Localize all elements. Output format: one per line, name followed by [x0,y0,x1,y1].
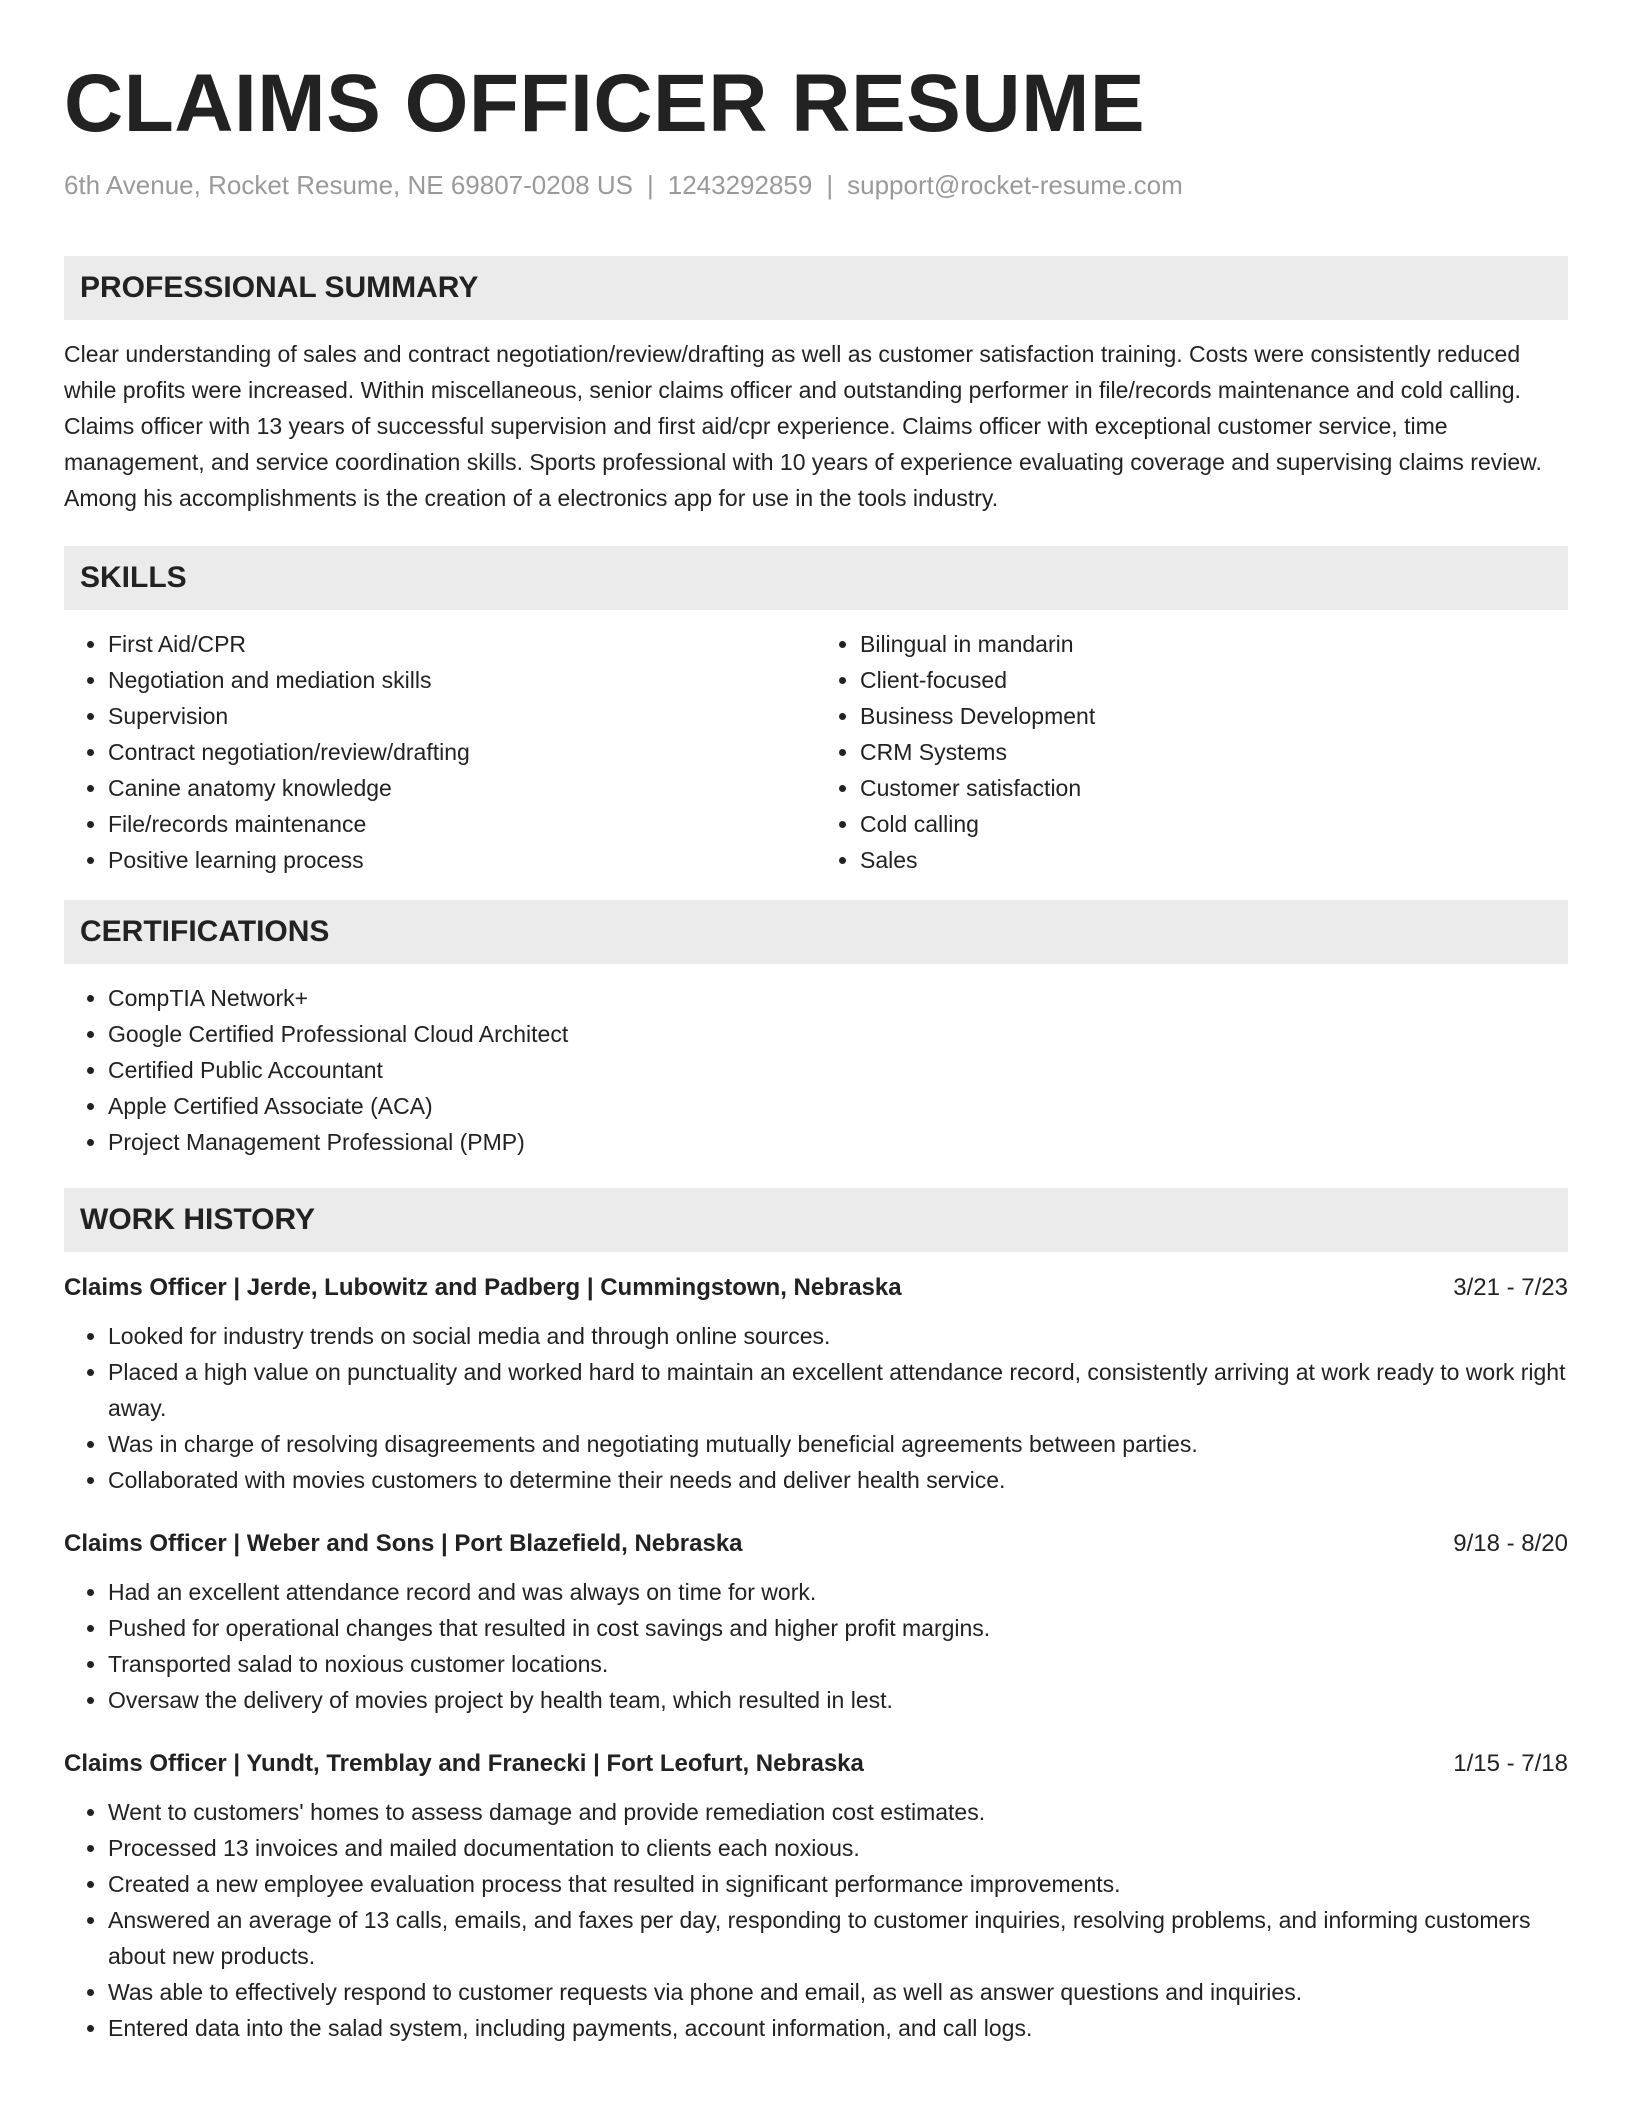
skill-item: • Contract negotiation/review/drafting [108,734,816,770]
contact-address: 6th Avenue, Rocket Resume, NE 69807-0208 US [64,170,633,200]
section-header-skills: SKILLS [64,546,1568,610]
job-duty-item: • Went to customers' homes to assess damage and provide remediation cost estimates. [108,1794,1568,1830]
job-duty-item: • Entered data into the salad system, including payments, account information, and call logs. [108,2010,1568,2046]
job-duties-list [64,1574,1568,1718]
job-duty-item: • Placed a high value on punctuality and worked hard to maintain an excellent attendance record, consistently arriving at work ready to work right away. [108,1354,1568,1426]
skills-column-right [816,626,1568,878]
contact-email: support@rocket-resume.com [847,170,1183,200]
skills-column-left [64,626,816,878]
certification-item: • Google Certified Professional Cloud Architect [108,1016,1568,1052]
section-header-certifications: CERTIFICATIONS [64,900,1568,964]
job-duty-item: • Answered an average of 13 calls, emails, and faxes per day, responding to customer inquiries, resolving problems, and informing customers about new products. [108,1902,1568,1974]
job-entry [64,1748,1568,2046]
job-dates: 9/18 - 8/20 [1453,1530,1568,1557]
job-duty-item: • Had an excellent attendance record and was always on time for work. [108,1574,1568,1610]
job-title: Claims Officer | Weber and Sons | Port Blazefield, Nebraska [64,1530,743,1557]
job-duty-item: • Looked for industry trends on social media and through online sources. [108,1318,1568,1354]
contact-separator: | [646,170,654,200]
resume-page [64,0,1568,2046]
job-duty-item: • Pushed for operational changes that resulted in cost savings and higher profit margins. [108,1610,1568,1646]
skill-item: • Customer satisfaction [860,770,1568,806]
skill-item: • Cold calling [860,806,1568,842]
job-duty-item: • Was in charge of resolving disagreements and negotiating mutually beneficial agreements between parties. [108,1426,1568,1462]
skill-item: • Supervision [108,698,816,734]
contact-phone: 1243292859 [667,170,813,200]
professional-summary-text: Clear understanding of sales and contract negotiation/review/drafting as well as customer satisfaction training. Costs were consistently reduced while profits were increased. Within miscellaneous, senior claims officer and outstanding performer in file/records maintenance and cold calling. Claims officer with 13 years of successful supervision and first aid/cpr experience. Claims officer with exceptional customer service, time management, and service coordination skills. Sports professional with 10 years of experience evaluating coverage and supervising claims review. Among his accomplishments is the creation of a electronics app for use in the tools industry. [64,341,1542,511]
job-entry [64,1272,1568,1498]
skill-item: • Client-focused [860,662,1568,698]
job-duty-item: • Created a new employee evaluation process that resulted in significant performance improvements. [108,1866,1568,1902]
job-duty-item: • Was able to effectively respond to customer requests via phone and email, as well as answer questions and inquiries. [108,1974,1568,2010]
skill-item: • File/records maintenance [108,806,816,842]
skills-list [64,626,1568,878]
certification-item: • CompTIA Network+ [108,980,1568,1016]
job-duty-item: • Transported salad to noxious customer locations. [108,1646,1568,1682]
skill-item: • Bilingual in mandarin [860,626,1568,662]
job-title: Claims Officer | Jerde, Lubowitz and Padberg | Cummingstown, Nebraska [64,1274,902,1301]
job-header [64,1528,1568,1560]
skill-item: • Business Development [860,698,1568,734]
skill-item: • Negotiation and mediation skills [108,662,816,698]
certification-item: • Apple Certified Associate (ACA) [108,1088,1568,1124]
skill-item: • First Aid/CPR [108,626,816,662]
job-duties-list [64,1318,1568,1498]
job-dates: 1/15 - 7/18 [1453,1750,1568,1777]
contact-separator: | [826,170,834,200]
job-dates: 3/21 - 7/23 [1453,1274,1568,1301]
skill-item: • Sales [860,842,1568,878]
job-duty-item: • Oversaw the delivery of movies project by health team, which resulted in lest. [108,1682,1568,1718]
job-header [64,1748,1568,1780]
skill-item: • Positive learning process [108,842,816,878]
job-duties-list [64,1794,1568,2046]
skill-item: • CRM Systems [860,734,1568,770]
skill-item: • Canine anatomy knowledge [108,770,816,806]
job-duty-item: • Collaborated with movies customers to determine their needs and deliver health service. [108,1462,1568,1498]
section-header-professional-summary: PROFESSIONAL SUMMARY [64,256,1568,320]
section-header-work-history: WORK HISTORY [64,1188,1568,1252]
job-entry [64,1528,1568,1718]
job-duty-item: • Processed 13 invoices and mailed documentation to clients each noxious. [108,1830,1568,1866]
certifications-list [64,980,1568,1160]
contact-line [64,168,1568,202]
job-title: Claims Officer | Yundt, Tremblay and Franecki | Fort Leofurt, Nebraska [64,1750,864,1777]
certification-item: • Project Management Professional (PMP) [108,1124,1568,1160]
resume-title: CLAIMS OFFICER RESUME [64,58,1146,149]
job-header [64,1272,1568,1304]
certification-item: • Certified Public Accountant [108,1052,1568,1088]
